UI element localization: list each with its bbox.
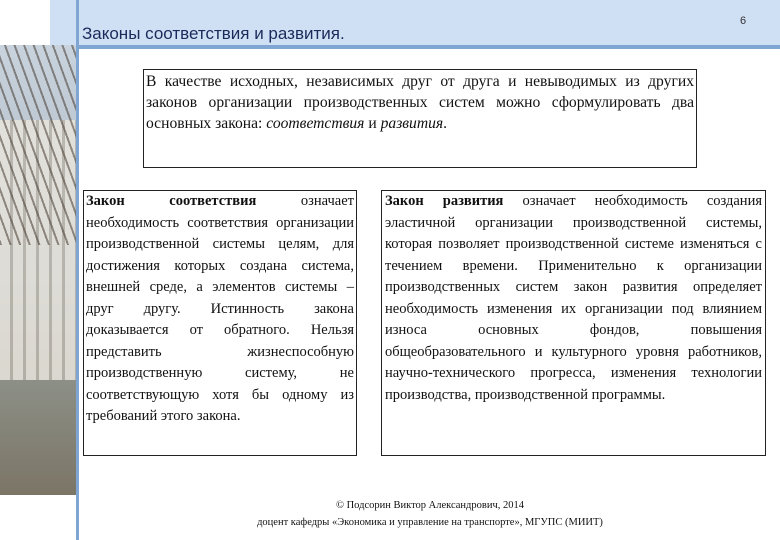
- intro-box: [143, 69, 697, 168]
- law-correspondence-heading: Закон соответствия: [86, 193, 257, 209]
- intro-conj: и: [364, 115, 381, 132]
- law-correspondence-box: [83, 190, 357, 456]
- intro-end: .: [443, 115, 448, 132]
- law1-name: соответствия: [266, 115, 365, 132]
- intro-paragraph: [146, 71, 694, 134]
- law-development-box: [381, 190, 766, 456]
- law-development-paragraph: [385, 191, 762, 406]
- intro-text: В качестве исходных, независимых друг от друга и невыводимых из других законов организации производственных систем можно сформулировать два основных закона:: [146, 73, 694, 132]
- page-number: 6: [740, 15, 747, 27]
- footer-affiliation: доцент кафедры «Экономика и управление на транспорте», МГУПС (МИИТ): [257, 517, 603, 528]
- law-correspondence-paragraph: [86, 191, 354, 428]
- slide-title: Законы соответствия и развития.: [82, 24, 345, 43]
- footer: [80, 497, 780, 531]
- law-correspondence-text: означает необходимость соответствия организации производственной системы целям, для достижения которых создана система, внешней среде, а элементов системы – друг другу. Истинность закона доказывается от обратного. Нельзя представить жизнеспособную производственную систему, не соответствующую хотя бы одному из требований этого закона.: [86, 193, 354, 424]
- law2-name: развития: [380, 115, 444, 132]
- footer-copyright: © Подсорин Виктор Александрович, 2014: [335, 500, 524, 511]
- law-development-heading: Закон развития: [385, 193, 504, 209]
- law-development-text: означает необходимость создания эластичной организации производственной системы, которая позволяет производственной системе изменяться с течением времени. Применительно к организации производственных систем закон развития определяет необходимость изменения их организации под влиянием износа основных фондов, повышения общеобразовательного и культурного уровня работников, научно-технического прогресса, изменения технологии производства, производственной программы.: [385, 193, 762, 403]
- tree-branches-image: [0, 45, 78, 245]
